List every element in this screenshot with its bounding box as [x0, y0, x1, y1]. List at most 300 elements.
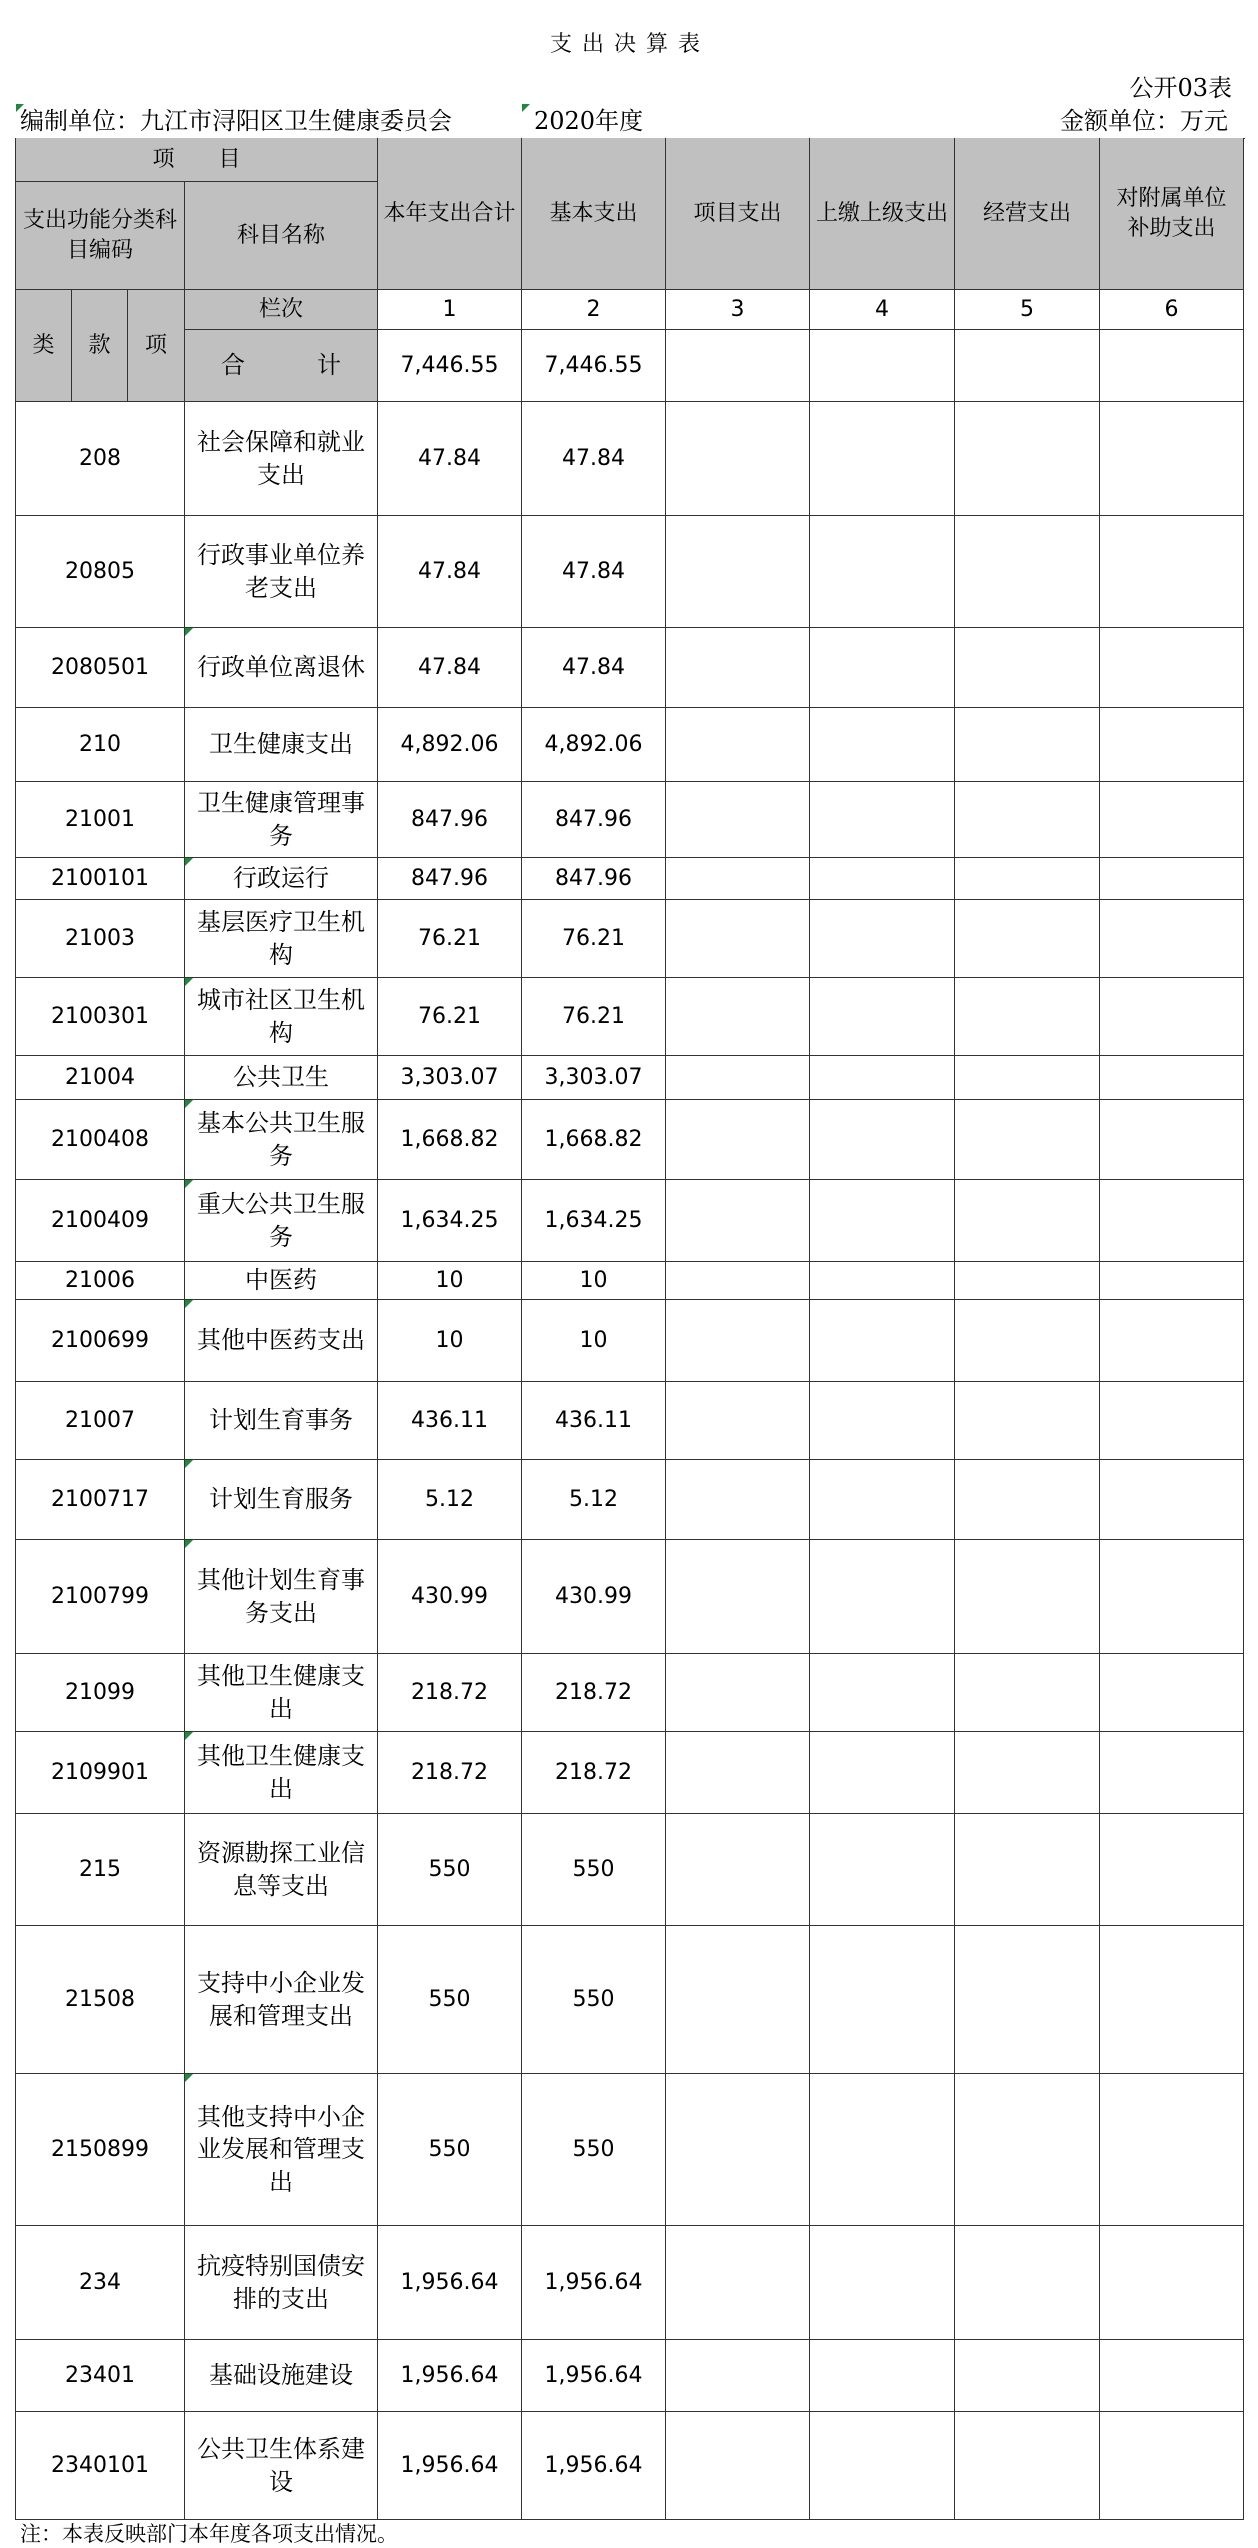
- green-corner-marker: [185, 1460, 193, 1468]
- row-code-text: 208: [79, 445, 121, 471]
- row-empty-cell: [666, 1262, 810, 1300]
- row-empty-cell: [666, 1300, 810, 1382]
- row-basic-amount-text: 1,634.25: [544, 1207, 643, 1233]
- row-total-amount-text: 550: [428, 2136, 471, 2162]
- row-code-text: 2080501: [51, 654, 149, 680]
- report-year-text: 2020年度: [534, 106, 644, 135]
- row-total-amount: [378, 2226, 522, 2340]
- row-code-text: 21007: [65, 1407, 135, 1433]
- green-corner-marker: [185, 858, 193, 866]
- row-basic-amount-text: 218.72: [555, 1679, 632, 1705]
- column-index-4-text: 4: [875, 296, 889, 322]
- row-code: [16, 782, 185, 858]
- row-empty-cell: [666, 708, 810, 782]
- row-subject-name-text: 行政单位离退休: [197, 653, 365, 682]
- column-index-4: [810, 290, 955, 330]
- row-empty-cell: [810, 1180, 955, 1262]
- green-corner-marker: [185, 628, 193, 636]
- row-subject-name-text: 计划生育服务: [209, 1485, 353, 1514]
- row-basic-amount-text: 47.84: [562, 558, 625, 584]
- row-code: [16, 2226, 185, 2340]
- row-total-amount-text: 1,956.64: [400, 2269, 499, 2295]
- header-total-expenditure-text: 本年支出合计: [383, 200, 516, 226]
- row-empty-cell: [810, 628, 955, 708]
- row-code-text: 21001: [65, 806, 135, 832]
- row-empty-cell: [955, 2340, 1100, 2412]
- row-empty-cell: [1100, 1460, 1244, 1540]
- row-code: [16, 858, 185, 900]
- header-basic-expenditure-text: 基本支出: [549, 200, 638, 226]
- row-empty-cell: [1100, 2412, 1244, 2520]
- row-code: [16, 1262, 185, 1300]
- row-empty-cell: [666, 1926, 810, 2074]
- column-index-1-text: 1: [442, 296, 457, 322]
- row-empty-cell: [666, 2340, 810, 2412]
- row-subject-name: [185, 402, 378, 516]
- row-basic-amount: [522, 1180, 666, 1262]
- row-basic-amount-text: 4,892.06: [544, 731, 643, 757]
- compiling-unit: [16, 104, 520, 138]
- row-empty-cell: [666, 628, 810, 708]
- row-total-amount: [378, 402, 522, 516]
- row-empty-cell: [1100, 1180, 1244, 1262]
- header-kuan: [72, 290, 128, 402]
- row-subject-name-text: 公共卫生: [233, 1063, 329, 1092]
- row-subject-name-text: 卫生健康支出: [209, 730, 353, 759]
- row-subject-name: [185, 2340, 378, 2412]
- row-empty-cell: [955, 708, 1100, 782]
- row-code-text: 2340101: [51, 2452, 149, 2478]
- row-empty-cell: [1100, 1926, 1244, 2074]
- row-total-amount: [378, 1300, 522, 1382]
- row-total-amount-text: 10: [435, 1267, 464, 1293]
- row-empty-cell: [1100, 1262, 1244, 1300]
- green-corner-marker: [185, 978, 193, 986]
- row-basic-amount: [522, 782, 666, 858]
- row-code-text: 234: [79, 2269, 121, 2295]
- row-subject-name-text: 计划生育事务: [209, 1406, 353, 1435]
- row-code: [16, 1180, 185, 1262]
- header-subject-name-text: 科目名称: [236, 222, 325, 248]
- total-row-empty-cell: [666, 330, 810, 402]
- header-item: [16, 138, 378, 182]
- row-empty-cell: [955, 402, 1100, 516]
- row-basic-amount-text: 76.21: [562, 925, 625, 951]
- row-empty-cell: [1100, 628, 1244, 708]
- row-empty-cell: [955, 1100, 1100, 1180]
- row-empty-cell: [955, 782, 1100, 858]
- row-empty-cell: [955, 1300, 1100, 1382]
- column-index-5: [955, 290, 1100, 330]
- row-subject-name: [185, 1300, 378, 1382]
- row-code-text: 2100301: [51, 1003, 149, 1029]
- row-subject-name-text: 基层医疗卫生机构: [197, 908, 365, 969]
- row-basic-amount-text: 10: [579, 1267, 608, 1293]
- row-total-amount-text: 76.21: [418, 1003, 481, 1029]
- row-total-amount-text: 47.84: [418, 654, 481, 680]
- row-basic-amount: [522, 1100, 666, 1180]
- row-code-text: 23401: [65, 2362, 135, 2388]
- row-basic-amount: [522, 1732, 666, 1814]
- row-subject-name-text: 抗疫特别国债安排的支出: [197, 2252, 365, 2313]
- row-subject-name: [185, 978, 378, 1056]
- row-empty-cell: [666, 1056, 810, 1100]
- row-basic-amount: [522, 628, 666, 708]
- row-total-amount: [378, 900, 522, 978]
- row-empty-cell: [666, 1460, 810, 1540]
- row-subject-name-text: 基本公共卫生服务: [197, 1109, 365, 1170]
- row-total-amount: [378, 782, 522, 858]
- row-subject-name: [185, 2412, 378, 2520]
- row-empty-cell: [810, 2340, 955, 2412]
- row-empty-cell: [955, 858, 1100, 900]
- row-total-amount: [378, 1732, 522, 1814]
- row-empty-cell: [955, 1926, 1100, 2074]
- row-empty-cell: [1100, 2074, 1244, 2226]
- row-empty-cell: [666, 1654, 810, 1732]
- row-basic-amount: [522, 516, 666, 628]
- green-corner-marker: [185, 1300, 193, 1308]
- row-code-text: 21006: [65, 1267, 135, 1293]
- row-empty-cell: [810, 1732, 955, 1814]
- row-basic-amount-text: 550: [572, 2136, 615, 2162]
- row-subject-name-text: 社会保障和就业支出: [197, 428, 365, 489]
- row-empty-cell: [666, 1100, 810, 1180]
- row-code-text: 210: [79, 731, 121, 757]
- row-basic-amount: [522, 1460, 666, 1540]
- row-total-amount: [378, 628, 522, 708]
- row-empty-cell: [810, 1814, 955, 1926]
- header-kuan-text: 款: [88, 332, 111, 358]
- row-total-amount: [378, 2412, 522, 2520]
- row-empty-cell: [810, 1262, 955, 1300]
- row-code: [16, 708, 185, 782]
- row-empty-cell: [810, 1382, 955, 1460]
- row-empty-cell: [810, 2074, 955, 2226]
- form-number-text: 公开03表: [1129, 73, 1232, 102]
- row-total-amount-text: 436.11: [411, 1407, 488, 1433]
- row-empty-cell: [666, 2226, 810, 2340]
- row-subject-name: [185, 1180, 378, 1262]
- row-basic-amount: [522, 1300, 666, 1382]
- row-basic-amount: [522, 2340, 666, 2412]
- row-subject-name: [185, 1732, 378, 1814]
- row-empty-cell: [810, 900, 955, 978]
- page-title-text: 支出决算表: [549, 32, 710, 58]
- row-code: [16, 2340, 185, 2412]
- row-basic-amount-text: 436.11: [555, 1407, 632, 1433]
- row-empty-cell: [810, 516, 955, 628]
- row-empty-cell: [810, 1100, 955, 1180]
- row-empty-cell: [1100, 402, 1244, 516]
- row-subject-name: [185, 858, 378, 900]
- row-subject-name: [185, 1926, 378, 2074]
- header-column-index-label: [185, 290, 378, 330]
- row-empty-cell: [666, 858, 810, 900]
- row-code-text: 2100409: [51, 1207, 149, 1233]
- row-subject-name-text: 其他卫生健康支出: [197, 1662, 365, 1723]
- header-lei-text: 类: [32, 332, 55, 358]
- row-empty-cell: [1100, 708, 1244, 782]
- green-corner-marker: [185, 1100, 193, 1108]
- row-code-text: 2100699: [51, 1327, 149, 1353]
- row-code: [16, 1100, 185, 1180]
- column-index-2: [522, 290, 666, 330]
- row-code: [16, 402, 185, 516]
- row-subject-name: [185, 1382, 378, 1460]
- row-empty-cell: [1100, 1540, 1244, 1654]
- header-xiang-text: 项: [144, 332, 167, 358]
- row-total-amount: [378, 858, 522, 900]
- row-total-amount: [378, 516, 522, 628]
- header-upper-remittance-text: 上缴上级支出: [815, 200, 948, 226]
- row-empty-cell: [1100, 2226, 1244, 2340]
- total-row-label: [185, 330, 378, 402]
- total-row-empty-cell: [955, 330, 1100, 402]
- row-total-amount-text: 4,892.06: [400, 731, 499, 757]
- footnote: [16, 2520, 1000, 2548]
- row-total-amount-text: 1,956.64: [400, 2452, 499, 2478]
- row-total-amount-text: 847.96: [411, 806, 488, 832]
- row-empty-cell: [1100, 858, 1244, 900]
- row-basic-amount: [522, 900, 666, 978]
- row-empty-cell: [810, 978, 955, 1056]
- row-code: [16, 516, 185, 628]
- row-subject-name-text: 城市社区卫生机构: [197, 986, 365, 1047]
- row-empty-cell: [810, 1926, 955, 2074]
- row-basic-amount: [522, 1926, 666, 2074]
- row-subject-name-text: 行政事业单位养老支出: [197, 541, 365, 602]
- row-basic-amount: [522, 978, 666, 1056]
- row-total-amount-text: 550: [428, 1986, 471, 2012]
- row-total-amount-text: 218.72: [411, 1759, 488, 1785]
- row-code-text: 2150899: [51, 2136, 149, 2162]
- header-subsidy-expenditure-text: 对附属单位补助支出: [1116, 185, 1227, 241]
- row-empty-cell: [810, 708, 955, 782]
- row-subject-name-text: 重大公共卫生服务: [197, 1190, 365, 1251]
- row-basic-amount-text: 5.12: [569, 1486, 618, 1512]
- row-empty-cell: [955, 1814, 1100, 1926]
- row-total-amount-text: 3,303.07: [400, 1064, 499, 1090]
- row-basic-amount-text: 1,956.64: [544, 2362, 643, 2388]
- row-total-amount: [378, 1100, 522, 1180]
- header-subsidy-expenditure: [1100, 138, 1244, 290]
- row-empty-cell: [1100, 900, 1244, 978]
- row-empty-cell: [1100, 2340, 1244, 2412]
- row-empty-cell: [666, 1814, 810, 1926]
- row-total-amount: [378, 1814, 522, 1926]
- compiling-unit-text: 编制单位：九江市浔阳区卫生健康委员会: [20, 106, 452, 135]
- row-empty-cell: [955, 1056, 1100, 1100]
- row-basic-amount-text: 1,668.82: [544, 1126, 643, 1152]
- row-total-amount-text: 550: [428, 1856, 471, 1882]
- row-code-text: 2100408: [51, 1126, 149, 1152]
- footnote-text: 注：本表反映部门本年度各项支出情况。: [20, 2521, 398, 2546]
- row-subject-name-text: 其他计划生育事务支出: [197, 1566, 365, 1627]
- amount-unit: [960, 104, 1244, 138]
- row-total-amount: [378, 1654, 522, 1732]
- row-code: [16, 1926, 185, 2074]
- row-empty-cell: [666, 1540, 810, 1654]
- header-lei: [16, 290, 72, 402]
- row-basic-amount-text: 76.21: [562, 1003, 625, 1029]
- row-basic-amount: [522, 1056, 666, 1100]
- row-code-text: 21099: [65, 1679, 135, 1705]
- row-empty-cell: [810, 402, 955, 516]
- row-subject-name: [185, 2226, 378, 2340]
- row-subject-name-text: 行政运行: [233, 864, 329, 893]
- row-empty-cell: [810, 858, 955, 900]
- header-project-expenditure-text: 项目支出: [693, 200, 782, 226]
- green-corner-marker: [185, 2074, 193, 2082]
- green-corner-marker: [185, 1180, 193, 1188]
- row-subject-name-text: 支持中小企业发展和管理支出: [197, 1969, 365, 2030]
- row-code: [16, 978, 185, 1056]
- row-empty-cell: [666, 782, 810, 858]
- row-empty-cell: [955, 2412, 1100, 2520]
- row-total-amount-text: 1,956.64: [400, 2362, 499, 2388]
- column-index-6: [1100, 290, 1244, 330]
- row-subject-name-text: 卫生健康管理事务: [197, 789, 365, 850]
- header-basic-expenditure: [522, 138, 666, 290]
- row-code-text: 21508: [65, 1986, 135, 2012]
- row-subject-name: [185, 782, 378, 858]
- row-subject-name: [185, 1262, 378, 1300]
- total-row-basic: [522, 330, 666, 402]
- header-subject-name: [185, 182, 378, 290]
- row-empty-cell: [1100, 1814, 1244, 1926]
- green-corner-marker: [522, 104, 530, 112]
- row-basic-amount-text: 550: [572, 1856, 615, 1882]
- row-subject-name-text: 中医药: [245, 1266, 317, 1295]
- row-subject-name: [185, 2074, 378, 2226]
- row-empty-cell: [666, 1180, 810, 1262]
- row-code: [16, 1814, 185, 1926]
- row-code-text: 2109901: [51, 1759, 149, 1785]
- column-index-2-text: 2: [586, 296, 601, 322]
- header-xiang: [128, 290, 185, 402]
- row-empty-cell: [810, 1654, 955, 1732]
- total-row-amount-text: 7,446.55: [400, 352, 499, 378]
- row-basic-amount-text: 218.72: [555, 1759, 632, 1785]
- row-subject-name: [185, 1100, 378, 1180]
- row-empty-cell: [955, 2226, 1100, 2340]
- row-total-amount: [378, 1180, 522, 1262]
- row-empty-cell: [955, 1654, 1100, 1732]
- row-code: [16, 1460, 185, 1540]
- row-empty-cell: [955, 1732, 1100, 1814]
- row-empty-cell: [666, 900, 810, 978]
- row-code-text: 215: [79, 1856, 121, 1882]
- row-subject-name: [185, 1540, 378, 1654]
- report-year: [522, 104, 760, 138]
- row-empty-cell: [955, 628, 1100, 708]
- row-basic-amount-text: 847.96: [555, 865, 632, 891]
- row-empty-cell: [810, 2226, 955, 2340]
- column-index-6-text: 6: [1164, 296, 1179, 322]
- row-subject-name-text: 其他支持中小企业发展和管理支出: [197, 2102, 365, 2196]
- row-basic-amount-text: 1,956.64: [544, 2269, 643, 2295]
- row-total-amount: [378, 1540, 522, 1654]
- row-code-text: 2100799: [51, 1583, 149, 1609]
- row-empty-cell: [955, 1180, 1100, 1262]
- row-total-amount-text: 1,668.82: [400, 1126, 499, 1152]
- row-empty-cell: [666, 978, 810, 1056]
- header-column-index-label-text: 栏次: [258, 296, 303, 322]
- row-subject-name-text: 资源勘探工业信息等支出: [197, 1839, 365, 1900]
- row-empty-cell: [955, 1540, 1100, 1654]
- form-number: [1000, 70, 1244, 106]
- total-row-empty-cell: [810, 330, 955, 402]
- row-code-text: 2100717: [51, 1486, 149, 1512]
- row-empty-cell: [1100, 1654, 1244, 1732]
- row-empty-cell: [1100, 1382, 1244, 1460]
- row-code: [16, 1540, 185, 1654]
- green-corner-marker: [185, 1540, 193, 1548]
- header-total-expenditure: [378, 138, 522, 290]
- row-code: [16, 628, 185, 708]
- row-basic-amount: [522, 858, 666, 900]
- header-item-text: 项 目: [152, 146, 241, 172]
- row-empty-cell: [1100, 1300, 1244, 1382]
- row-subject-name: [185, 1056, 378, 1100]
- row-empty-cell: [666, 2412, 810, 2520]
- header-operating-expenditure-text: 经营支出: [982, 200, 1071, 226]
- row-total-amount-text: 218.72: [411, 1679, 488, 1705]
- row-empty-cell: [810, 2412, 955, 2520]
- row-basic-amount-text: 47.84: [562, 445, 625, 471]
- row-total-amount-text: 1,634.25: [400, 1207, 499, 1233]
- row-basic-amount: [522, 1262, 666, 1300]
- row-code: [16, 2074, 185, 2226]
- row-total-amount: [378, 1382, 522, 1460]
- row-basic-amount-text: 10: [579, 1327, 608, 1353]
- header-project-expenditure: [666, 138, 810, 290]
- row-subject-name-text: 其他卫生健康支出: [197, 1742, 365, 1803]
- row-code: [16, 2412, 185, 2520]
- header-function-code-text: 支出功能分类科目编码: [22, 207, 177, 263]
- column-index-5-text: 5: [1020, 296, 1034, 322]
- row-basic-amount-text: 47.84: [562, 654, 625, 680]
- total-row-basic-text: 7,446.55: [544, 352, 643, 378]
- row-empty-cell: [666, 2074, 810, 2226]
- row-basic-amount: [522, 1382, 666, 1460]
- header-upper-remittance: [810, 138, 955, 290]
- row-subject-name: [185, 516, 378, 628]
- row-code: [16, 1382, 185, 1460]
- row-empty-cell: [955, 1262, 1100, 1300]
- total-row-label-text: 合 计: [221, 351, 341, 380]
- header-operating-expenditure: [955, 138, 1100, 290]
- row-basic-amount: [522, 1540, 666, 1654]
- green-corner-marker: [185, 1732, 193, 1740]
- row-code: [16, 1732, 185, 1814]
- row-total-amount-text: 10: [435, 1327, 464, 1353]
- row-total-amount: [378, 978, 522, 1056]
- row-basic-amount: [522, 708, 666, 782]
- row-empty-cell: [810, 1460, 955, 1540]
- row-empty-cell: [955, 900, 1100, 978]
- row-empty-cell: [955, 516, 1100, 628]
- row-total-amount: [378, 1262, 522, 1300]
- header-function-code: [16, 182, 185, 290]
- row-empty-cell: [1100, 516, 1244, 628]
- row-empty-cell: [666, 1732, 810, 1814]
- row-basic-amount: [522, 2074, 666, 2226]
- row-empty-cell: [1100, 1100, 1244, 1180]
- row-empty-cell: [810, 1540, 955, 1654]
- green-corner-marker: [16, 104, 24, 112]
